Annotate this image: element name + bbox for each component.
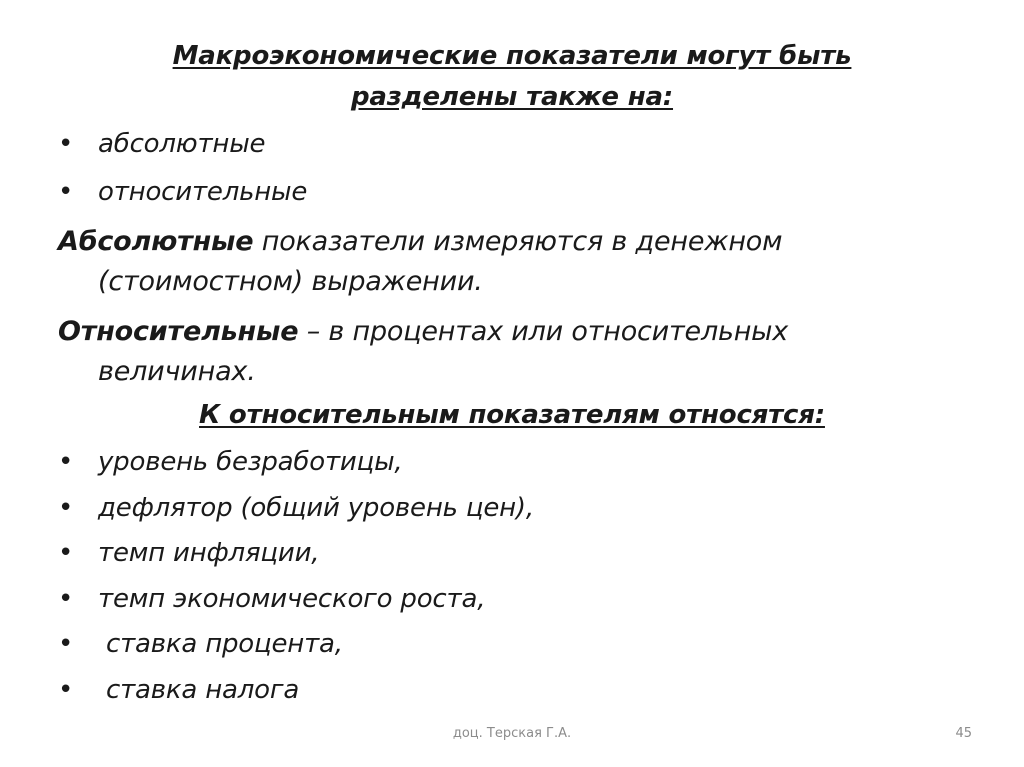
list-item-absolute: абсолютные	[98, 129, 266, 159]
bullet-icon: •	[58, 493, 74, 523]
paragraph-absolute-text: показатели измеряются в денежном	[253, 226, 783, 257]
bullet-icon: •	[58, 629, 74, 659]
footer-author: доц. Терская Г.А.	[452, 726, 572, 741]
slide-heading	[60, 36, 964, 118]
paragraph-absolute-line-2: (стоимостном) выражении.	[98, 266, 483, 297]
list-item: темп экономического роста,	[98, 584, 486, 614]
term-relative: Относительные	[58, 316, 299, 347]
heading-line-2: разделены также на:	[350, 82, 674, 112]
paragraph-relative-line-2: величинах.	[98, 356, 256, 387]
paragraph-relative	[58, 312, 958, 392]
bullet-icon: •	[58, 177, 74, 207]
list-item: ставка налога	[106, 675, 300, 705]
bullet-icon: •	[58, 129, 74, 159]
list-item: темп инфляции,	[98, 538, 320, 568]
paragraph-absolute	[58, 222, 958, 302]
paragraph-relative-text: – в процентах или относительных	[298, 316, 789, 347]
subheading: К относительным показателям относятся:	[199, 400, 825, 430]
list-item: ставка процента,	[106, 629, 343, 659]
bullet-icon: •	[58, 675, 74, 705]
page-number: 45	[955, 726, 972, 741]
bullet-icon: •	[58, 538, 74, 568]
bullet-icon: •	[58, 447, 74, 477]
list-item-relative: относительные	[98, 177, 308, 207]
bullet-icon: •	[58, 584, 74, 614]
list-item: уровень безработицы,	[98, 447, 403, 477]
term-absolute: Абсолютные	[58, 226, 254, 257]
heading-line-1: Макроэкономические показатели могут быть	[172, 41, 852, 71]
list-item: дефлятор (общий уровень цен),	[98, 493, 534, 523]
